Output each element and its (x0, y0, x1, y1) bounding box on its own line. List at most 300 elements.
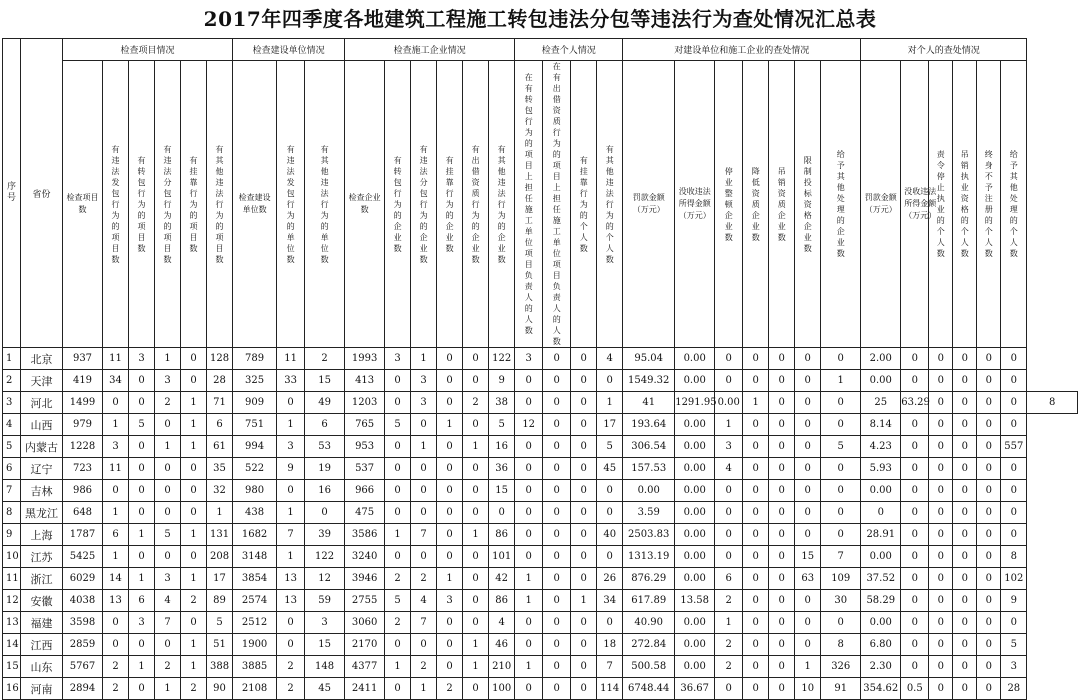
data-cell: 617.89 (623, 590, 675, 612)
data-cell: 210 (489, 656, 515, 678)
data-cell: 0 (953, 436, 977, 458)
data-cell: 0 (929, 348, 953, 370)
data-cell: 0 (385, 436, 411, 458)
data-cell: 0 (743, 524, 769, 546)
data-cell: 0 (769, 546, 795, 568)
column-header: 在有出借资质行为的项目上担任施工单位项目负责人的人数 (543, 61, 571, 348)
data-cell: 0 (385, 678, 411, 700)
data-cell: 0 (411, 480, 437, 502)
data-cell: 0 (977, 678, 1001, 700)
data-cell: 1 (437, 568, 463, 590)
data-cell: 1549.32 (623, 370, 675, 392)
data-cell: 0 (463, 568, 489, 590)
data-cell: 193.64 (623, 414, 675, 436)
data-cell: 1 (129, 524, 155, 546)
data-cell: 1499 (63, 392, 103, 414)
province-cell: 江西 (21, 634, 63, 656)
data-cell: 36.67 (675, 678, 715, 700)
data-cell: 0 (515, 546, 543, 568)
data-cell: 0 (743, 480, 769, 502)
data-cell: 3 (155, 370, 181, 392)
data-cell: 63 (795, 568, 821, 590)
data-cell: 0 (597, 370, 623, 392)
data-cell: 0 (103, 392, 129, 414)
data-cell: 500.58 (623, 656, 675, 678)
data-cell: 1 (277, 414, 305, 436)
data-cell: 1 (715, 414, 743, 436)
data-cell: 0 (821, 414, 861, 436)
data-cell: 2 (715, 590, 743, 612)
data-cell: 5 (597, 436, 623, 458)
data-cell: 15 (795, 546, 821, 568)
data-cell: 0 (515, 370, 543, 392)
data-cell: 0 (795, 458, 821, 480)
data-cell: 0 (953, 458, 977, 480)
province-cell: 上海 (21, 524, 63, 546)
data-cell: 0 (437, 436, 463, 458)
row-number: 8 (3, 502, 21, 524)
data-cell: 19 (305, 458, 345, 480)
data-cell: 0 (977, 414, 1001, 436)
data-cell: 2 (411, 656, 437, 678)
data-cell: 157.53 (623, 458, 675, 480)
data-cell: 0 (437, 480, 463, 502)
data-cell: 0 (953, 348, 977, 370)
data-cell: 4 (489, 612, 515, 634)
data-cell: 0 (437, 370, 463, 392)
data-cell: 0 (129, 546, 155, 568)
data-cell: 0 (571, 568, 597, 590)
data-cell: 0.00 (715, 392, 743, 414)
data-cell: 40 (597, 524, 623, 546)
data-cell: 16 (305, 480, 345, 502)
data-cell: 30 (821, 590, 861, 612)
data-cell: 2 (181, 678, 207, 700)
data-cell: 5 (489, 414, 515, 436)
data-cell: 86 (489, 590, 515, 612)
column-header: 有违法发包行为的项目数 (103, 61, 129, 348)
data-cell: 1 (463, 436, 489, 458)
data-cell: 28 (1001, 678, 1027, 700)
data-cell: 0 (929, 458, 953, 480)
data-cell: 3 (103, 436, 129, 458)
data-cell: 71 (207, 392, 233, 414)
data-cell: 13 (277, 590, 305, 612)
data-cell: 0 (1001, 502, 1027, 524)
data-cell: 0 (795, 348, 821, 370)
data-cell: 0 (571, 634, 597, 656)
data-cell: 986 (63, 480, 103, 502)
data-cell: 3240 (345, 546, 385, 568)
data-cell: 122 (305, 546, 345, 568)
column-header-row (3, 61, 1078, 348)
data-cell: 0 (977, 524, 1001, 546)
data-cell: 1 (463, 634, 489, 656)
province-cell: 山东 (21, 656, 63, 678)
table-row (3, 414, 1078, 436)
table-row (3, 568, 1078, 590)
data-cell: 0 (795, 524, 821, 546)
data-cell: 0.5 (901, 678, 929, 700)
data-cell: 1 (463, 656, 489, 678)
data-cell: 0.00 (675, 458, 715, 480)
data-cell: 1 (129, 568, 155, 590)
data-cell: 0 (795, 436, 821, 458)
table-row (3, 370, 1078, 392)
data-cell: 0 (821, 524, 861, 546)
data-cell: 0 (1001, 524, 1027, 546)
data-cell: 1 (385, 656, 411, 678)
data-cell: 208 (207, 546, 233, 568)
row-number: 10 (3, 546, 21, 568)
data-cell: 1 (411, 436, 437, 458)
data-cell: 4 (715, 458, 743, 480)
table-row (3, 392, 1078, 414)
data-cell: 0 (543, 502, 571, 524)
data-cell: 0 (743, 678, 769, 700)
data-cell: 0 (769, 436, 795, 458)
data-cell: 0 (411, 414, 437, 436)
data-cell: 0 (515, 480, 543, 502)
data-cell: 2 (181, 590, 207, 612)
data-cell: 90 (207, 678, 233, 700)
data-cell: 388 (207, 656, 233, 678)
data-cell: 59 (305, 590, 345, 612)
data-cell: 2 (385, 612, 411, 634)
data-cell: 0 (515, 458, 543, 480)
data-cell: 0 (715, 502, 743, 524)
data-cell: 28 (207, 370, 233, 392)
data-cell: 0 (571, 458, 597, 480)
data-cell: 1 (103, 502, 129, 524)
data-cell: 5767 (63, 656, 103, 678)
data-cell: 0 (953, 392, 977, 414)
data-cell: 0.00 (861, 612, 901, 634)
data-cell: 0.00 (675, 502, 715, 524)
data-cell: 0 (463, 612, 489, 634)
data-cell: 0 (743, 634, 769, 656)
data-cell: 1 (155, 678, 181, 700)
data-cell: 953 (345, 436, 385, 458)
data-cell: 0.00 (675, 612, 715, 634)
data-cell: 131 (207, 524, 233, 546)
data-cell: 7 (411, 524, 437, 546)
data-cell: 5 (129, 414, 155, 436)
data-cell: 1 (411, 348, 437, 370)
data-cell: 2 (385, 568, 411, 590)
data-cell: 0 (515, 502, 543, 524)
data-cell: 1 (181, 656, 207, 678)
data-cell: 0 (571, 370, 597, 392)
data-cell: 0 (571, 414, 597, 436)
data-cell: 0 (901, 656, 929, 678)
data-cell: 5.93 (861, 458, 901, 480)
data-cell: 0 (821, 392, 861, 414)
data-cell: 0 (463, 678, 489, 700)
data-cell: 0 (861, 502, 901, 524)
data-cell: 100 (489, 678, 515, 700)
data-cell: 0 (543, 458, 571, 480)
column-header: 责令停止执业的个人数 (929, 61, 953, 348)
data-cell: 1 (155, 348, 181, 370)
data-cell: 0 (977, 546, 1001, 568)
column-header: 有挂靠行为的个人数 (571, 61, 597, 348)
data-cell: 0 (155, 458, 181, 480)
data-cell: 0 (715, 480, 743, 502)
data-cell: 102 (1001, 568, 1027, 590)
column-header: 有其他违法行为的个人数 (597, 61, 623, 348)
data-cell: 0 (103, 634, 129, 656)
data-cell: 0 (743, 546, 769, 568)
data-cell: 3060 (345, 612, 385, 634)
data-cell: 34 (103, 370, 129, 392)
province-cell: 河南 (21, 678, 63, 700)
data-cell: 0 (437, 392, 463, 414)
data-cell: 0.00 (675, 348, 715, 370)
data-cell: 0 (743, 502, 769, 524)
data-cell: 0 (901, 458, 929, 480)
data-cell: 2 (155, 656, 181, 678)
data-cell: 0 (901, 414, 929, 436)
data-cell: 0 (977, 656, 1001, 678)
data-cell: 0 (795, 634, 821, 656)
data-cell: 0 (901, 590, 929, 612)
province-cell: 内蒙古 (21, 436, 63, 458)
row-number: 11 (3, 568, 21, 590)
data-cell: 789 (233, 348, 277, 370)
data-cell: 0.00 (861, 480, 901, 502)
table-row (3, 436, 1078, 458)
data-cell: 3148 (233, 546, 277, 568)
data-cell: 2894 (63, 678, 103, 700)
province-cell: 黑龙江 (21, 502, 63, 524)
data-cell: 6 (305, 414, 345, 436)
data-cell: 0 (543, 524, 571, 546)
data-cell: 2 (277, 656, 305, 678)
data-cell: 42 (489, 568, 515, 590)
column-header: 有转包行为的企业数 (385, 61, 411, 348)
data-cell: 0 (953, 612, 977, 634)
data-cell: 1 (385, 524, 411, 546)
data-cell: 0 (385, 458, 411, 480)
data-cell: 1 (715, 612, 743, 634)
data-cell: 0 (129, 480, 155, 502)
data-cell: 2 (437, 678, 463, 700)
table-title: 2017年四季度各地建筑工程施工转包违法分包等违法行为查处情况汇总表 (203, 7, 877, 31)
data-cell: 1 (181, 392, 207, 414)
data-cell: 4 (155, 590, 181, 612)
data-cell: 0 (543, 568, 571, 590)
data-cell: 2 (103, 656, 129, 678)
data-cell: 0 (953, 370, 977, 392)
data-cell: 32 (207, 480, 233, 502)
data-cell: 1 (181, 524, 207, 546)
data-cell: 3854 (233, 568, 277, 590)
data-cell: 38 (489, 392, 515, 414)
data-cell: 0 (953, 590, 977, 612)
data-cell: 25 (861, 392, 901, 414)
row-number: 5 (3, 436, 21, 458)
data-cell: 0 (597, 612, 623, 634)
data-cell: 0 (1001, 392, 1027, 414)
data-cell: 1 (103, 546, 129, 568)
data-cell: 0 (821, 458, 861, 480)
data-cell: 0 (543, 612, 571, 634)
data-cell: 0 (769, 502, 795, 524)
data-cell: 0.00 (861, 370, 901, 392)
data-cell: 0 (929, 414, 953, 436)
data-cell: 0 (129, 436, 155, 458)
data-cell: 95.04 (623, 348, 675, 370)
table-row (3, 612, 1078, 634)
data-cell: 3 (515, 348, 543, 370)
data-cell: 0 (929, 524, 953, 546)
data-cell: 12 (305, 568, 345, 590)
data-cell: 0 (543, 392, 571, 414)
data-cell: 0 (769, 414, 795, 436)
data-cell: 0 (769, 392, 795, 414)
data-cell: 0.00 (861, 546, 901, 568)
summary-table (2, 38, 1078, 700)
data-cell: 0 (1001, 414, 1027, 436)
data-cell: 0 (901, 436, 929, 458)
row-number: 2 (3, 370, 21, 392)
row-number: 1 (3, 348, 21, 370)
data-cell: 0 (901, 568, 929, 590)
table-row (3, 656, 1078, 678)
data-cell: 0 (543, 590, 571, 612)
data-cell: 0 (305, 502, 345, 524)
data-cell: 1 (181, 568, 207, 590)
column-header: 有违法分包行为的企业数 (411, 61, 437, 348)
data-cell: 89 (207, 590, 233, 612)
data-cell: 4 (597, 348, 623, 370)
data-cell: 537 (345, 458, 385, 480)
data-cell: 0.00 (675, 524, 715, 546)
data-cell: 0.00 (675, 634, 715, 656)
data-cell: 0 (277, 612, 305, 634)
data-cell: 128 (207, 348, 233, 370)
province-cell: 江苏 (21, 546, 63, 568)
data-cell: 9 (277, 458, 305, 480)
data-cell: 2411 (345, 678, 385, 700)
column-header: 有违法分包行为的项目数 (155, 61, 181, 348)
data-cell: 6029 (63, 568, 103, 590)
data-cell: 1 (129, 656, 155, 678)
data-cell: 7 (155, 612, 181, 634)
data-cell: 26 (597, 568, 623, 590)
column-header: 有出借资质行为的企业数 (463, 61, 489, 348)
data-cell: 306.54 (623, 436, 675, 458)
data-cell: 3 (129, 348, 155, 370)
data-cell: 114 (597, 678, 623, 700)
data-cell: 6 (715, 568, 743, 590)
data-cell: 0 (515, 634, 543, 656)
column-header: 有挂靠行为的企业数 (437, 61, 463, 348)
data-cell: 0 (953, 480, 977, 502)
data-cell: 0 (715, 370, 743, 392)
seq-header: 序号 (3, 39, 21, 348)
row-number: 3 (3, 392, 21, 414)
data-cell: 980 (233, 480, 277, 502)
data-cell: 0 (769, 612, 795, 634)
data-cell: 91 (821, 678, 861, 700)
data-cell: 0 (181, 502, 207, 524)
data-cell: 2170 (345, 634, 385, 656)
data-cell: 0 (769, 568, 795, 590)
data-cell: 0 (769, 524, 795, 546)
data-cell: 3 (385, 348, 411, 370)
data-cell: 0 (953, 414, 977, 436)
data-cell: 0 (597, 502, 623, 524)
data-cell: 40.90 (623, 612, 675, 634)
data-cell: 0 (901, 524, 929, 546)
data-cell: 1 (795, 656, 821, 678)
data-cell: 4038 (63, 590, 103, 612)
data-cell: 0 (953, 634, 977, 656)
data-cell: 46 (489, 634, 515, 656)
data-cell: 0 (929, 502, 953, 524)
data-cell: 5 (155, 524, 181, 546)
data-cell: 34 (597, 590, 623, 612)
column-header: 检查项目数 (63, 61, 103, 348)
data-cell: 0.00 (675, 414, 715, 436)
data-cell: 1 (155, 436, 181, 458)
province-cell: 天津 (21, 370, 63, 392)
data-cell: 0 (571, 656, 597, 678)
data-cell: 0 (129, 678, 155, 700)
data-cell: 0 (543, 546, 571, 568)
group-header: 检查个人情况 (515, 39, 623, 61)
data-cell: 1 (821, 370, 861, 392)
column-header: 吊销执业资格的个人数 (953, 61, 977, 348)
data-cell: 6 (207, 414, 233, 436)
data-cell: 35 (207, 458, 233, 480)
data-cell: 0 (769, 370, 795, 392)
data-cell: 0 (929, 392, 953, 414)
data-cell: 0 (715, 546, 743, 568)
data-cell: 0 (515, 612, 543, 634)
data-cell: 53 (305, 436, 345, 458)
data-cell: 0 (181, 348, 207, 370)
group-header-row (3, 39, 1078, 61)
data-cell: 12 (515, 414, 543, 436)
data-cell: 148 (305, 656, 345, 678)
data-cell: 13 (277, 568, 305, 590)
table-row (3, 480, 1078, 502)
data-cell: 15 (305, 370, 345, 392)
data-cell: 0 (901, 546, 929, 568)
data-cell: 0 (129, 458, 155, 480)
data-cell: 4.23 (861, 436, 901, 458)
data-cell: 475 (345, 502, 385, 524)
data-cell: 8 (1001, 546, 1027, 568)
data-cell: 0 (977, 568, 1001, 590)
data-cell: 0 (437, 546, 463, 568)
data-cell: 58.29 (861, 590, 901, 612)
data-cell: 0 (769, 634, 795, 656)
data-cell: 3885 (233, 656, 277, 678)
province-header: 省份 (21, 39, 63, 348)
data-cell: 0 (571, 678, 597, 700)
column-header: 有其他违法行为的单位数 (305, 61, 345, 348)
data-cell: 0 (821, 502, 861, 524)
data-cell: 0 (929, 590, 953, 612)
row-number: 13 (3, 612, 21, 634)
data-cell: 0 (743, 414, 769, 436)
column-header: 降低资质企业数 (743, 61, 769, 348)
column-header: 终身不予注册的个人数 (977, 61, 1001, 348)
